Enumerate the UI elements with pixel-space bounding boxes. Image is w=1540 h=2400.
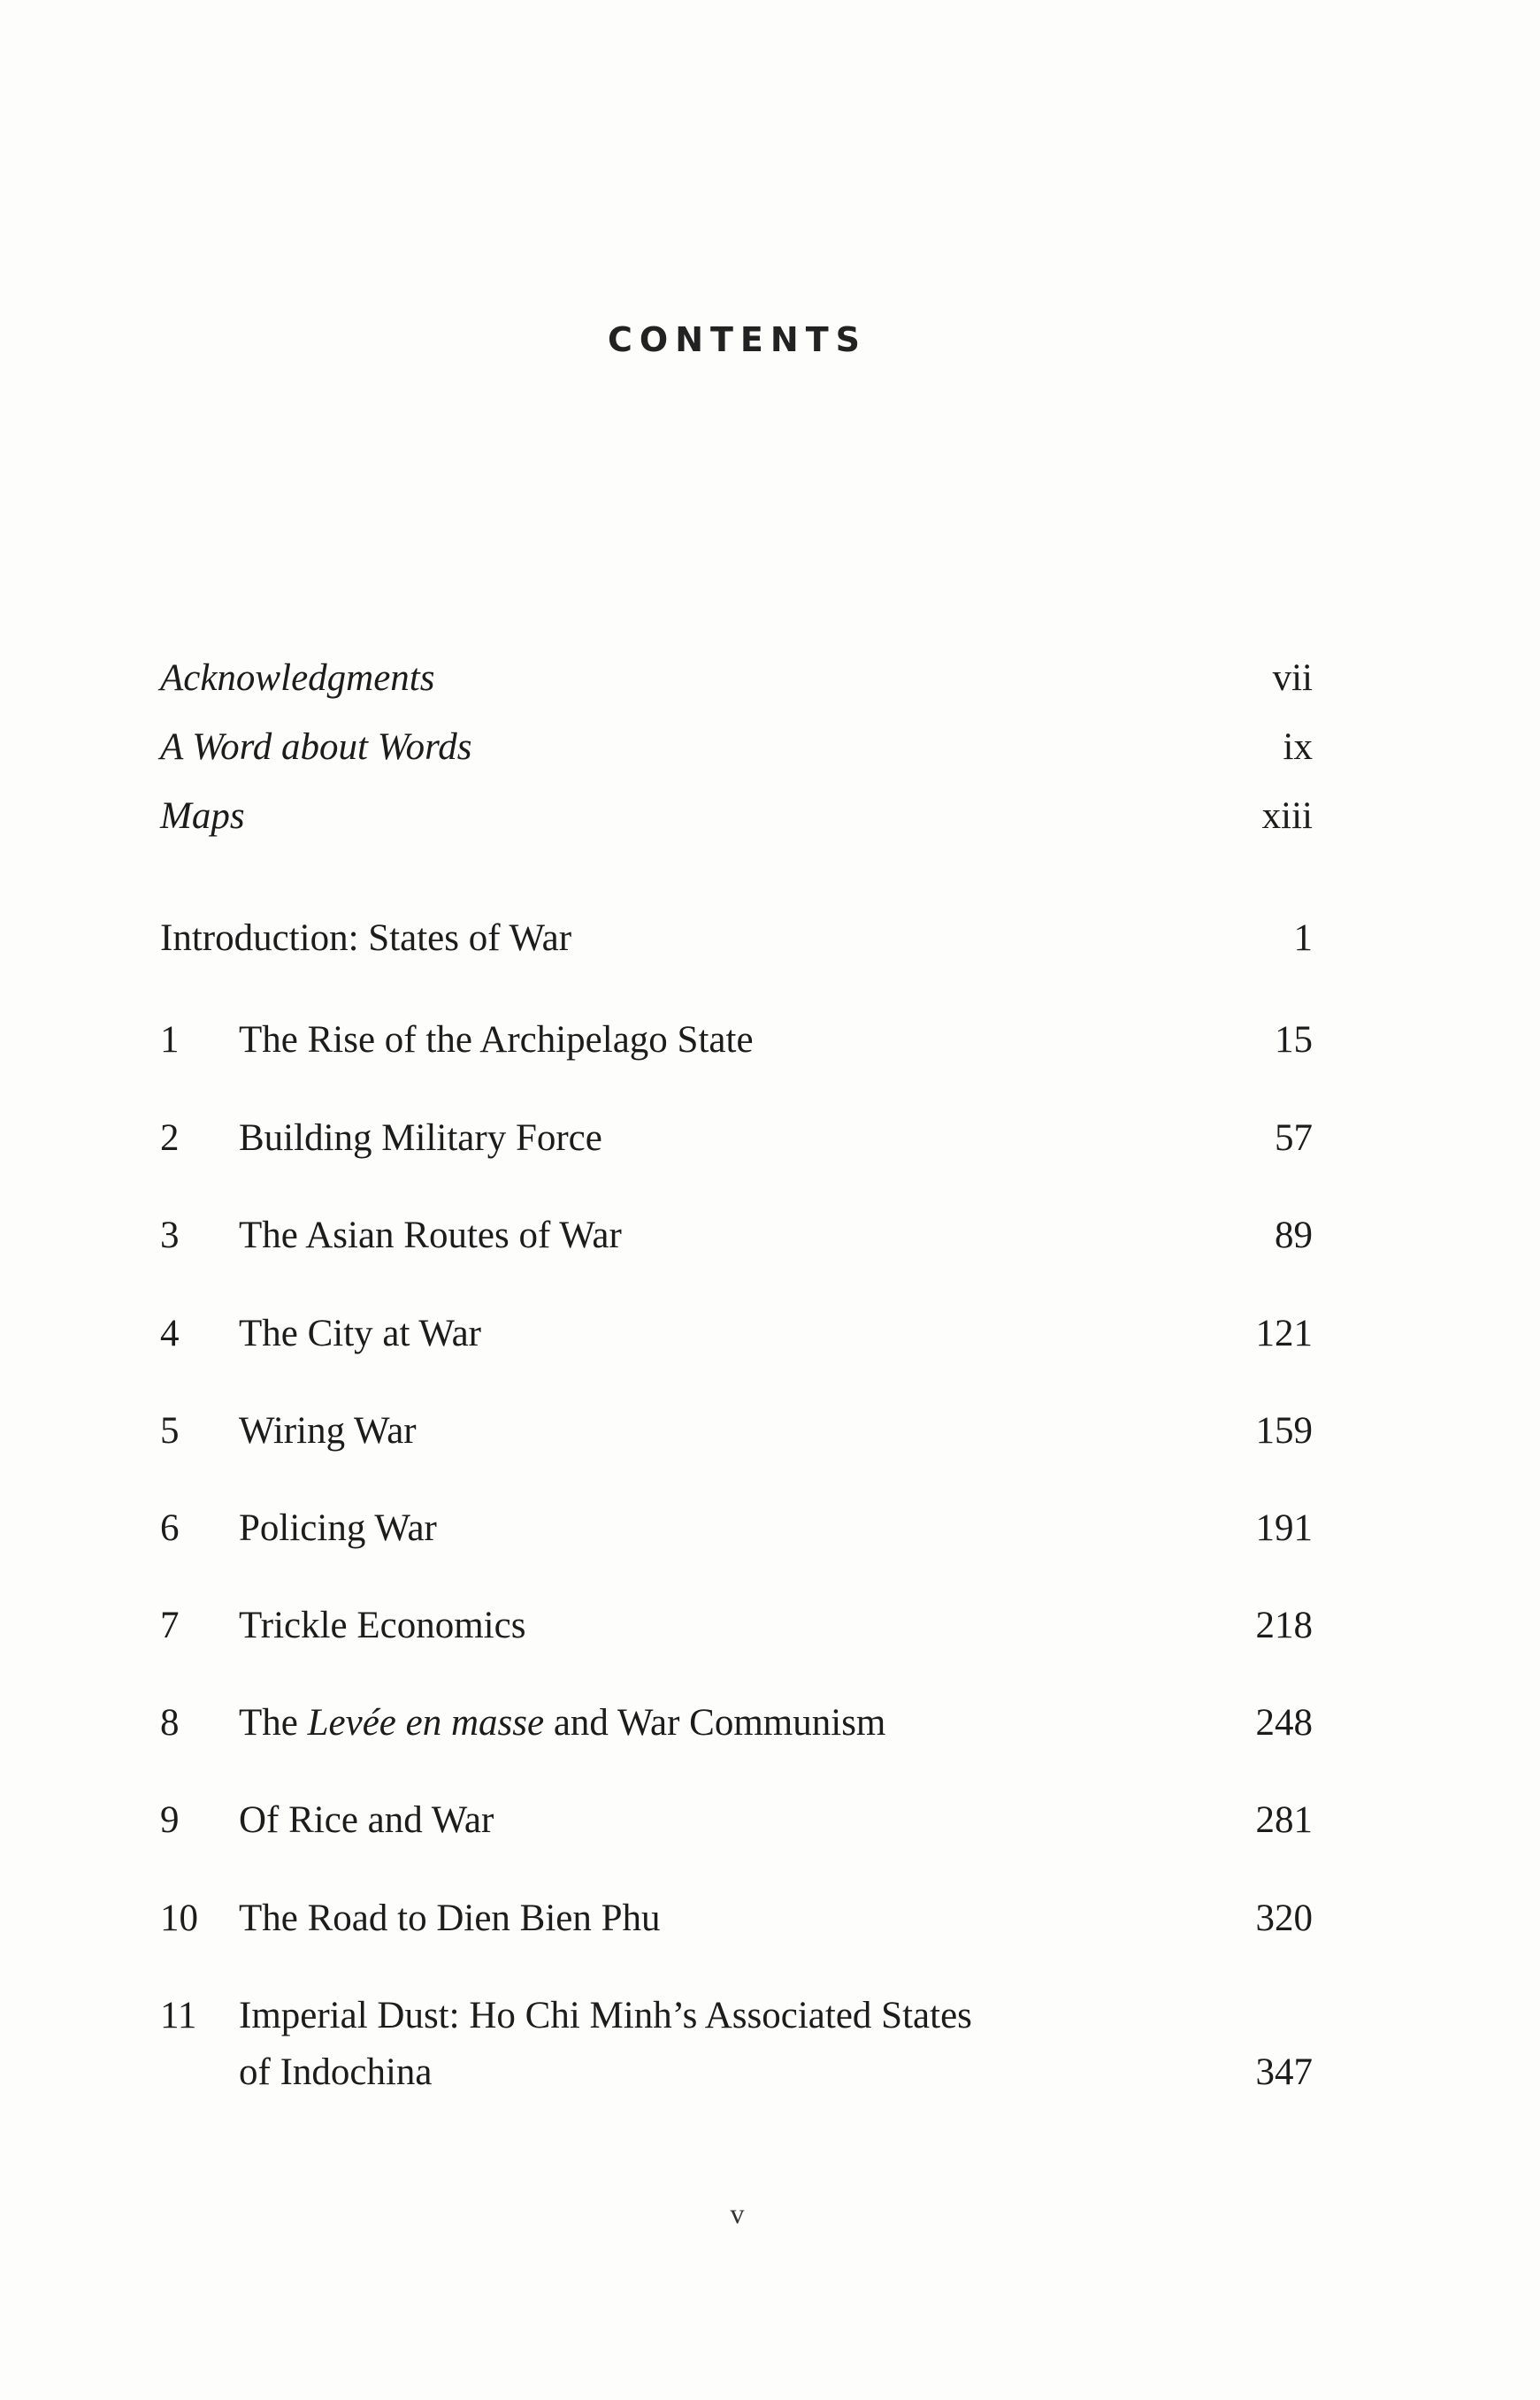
toc-entry-acknowledgments[interactable] <box>160 656 1313 709</box>
chapter-number: 10 <box>160 1898 198 1939</box>
chapter-title: Policing War <box>239 1507 437 1549</box>
chapter-title-line-2: of Indochina <box>239 2051 433 2093</box>
chapter-page: 281 <box>1255 1799 1313 1841</box>
chapter-number: 6 <box>160 1507 180 1549</box>
chapter-number: 3 <box>160 1215 180 1256</box>
chapter-page: 191 <box>1255 1507 1313 1549</box>
chapter-title-line-1: Imperial Dust: Ho Chi Minh’s Associated States <box>239 1995 972 2036</box>
chapter-title-italic: Levée en masse <box>307 1702 545 1744</box>
toc-entry-page: ix <box>1283 726 1313 768</box>
toc-entry-title: Acknowledgments <box>160 657 435 699</box>
chapter-page: 218 <box>1255 1605 1313 1646</box>
chapter-page: 15 <box>1275 1019 1313 1061</box>
chapter-number: 4 <box>160 1313 180 1354</box>
chapter-title: Of Rice and War <box>239 1799 494 1841</box>
toc-entry-title: Introduction: States of War <box>160 917 572 959</box>
chapter-title: The Rise of the Archipelago State <box>239 1019 754 1061</box>
chapter-number: 5 <box>160 1410 180 1452</box>
toc-entry-title: A Word about Words <box>160 726 472 768</box>
chapter-title-pre: The <box>239 1702 308 1744</box>
chapter-title: Building Military Force <box>239 1117 602 1159</box>
toc-entry-title: Maps <box>160 795 245 837</box>
chapter-title: The City at War <box>239 1313 481 1354</box>
chapter-number: 9 <box>160 1799 180 1841</box>
chapter-page: 320 <box>1255 1898 1313 1939</box>
chapter-title: Wiring War <box>239 1410 417 1452</box>
toc-entry-word-about-words[interactable] <box>160 725 1313 778</box>
chapter-title-post: and War Communism <box>544 1702 886 1744</box>
chapter-number: 2 <box>160 1117 180 1159</box>
chapter-title: Trickle Economics <box>239 1605 526 1646</box>
chapter-page: 121 <box>1255 1313 1313 1354</box>
page-title: CONTENTS <box>608 320 867 359</box>
chapter-number: 1 <box>160 1019 180 1061</box>
chapter-number: 11 <box>160 1995 197 2036</box>
chapter-page: 89 <box>1275 1215 1313 1256</box>
toc-entry-maps[interactable] <box>160 794 1313 847</box>
chapter-page: 159 <box>1255 1410 1313 1452</box>
chapter-title: The Road to Dien Bien Phu <box>239 1898 661 1939</box>
chapter-title <box>239 1988 1123 2101</box>
page-number: v <box>730 2197 745 2229</box>
chapter-page: 57 <box>1275 1117 1313 1159</box>
toc-entry-page: 1 <box>1293 917 1313 959</box>
toc-entry-page: vii <box>1272 657 1313 699</box>
toc-entry-chapter-11[interactable] <box>160 1988 1313 2103</box>
toc-entry-page: xiii <box>1261 795 1313 837</box>
chapter-number: 8 <box>160 1702 180 1744</box>
chapter-number: 7 <box>160 1605 180 1646</box>
chapter-title <box>239 1695 1123 1752</box>
chapter-title: The Asian Routes of War <box>239 1215 622 1256</box>
chapter-page: 347 <box>1255 2051 1313 2093</box>
toc-entry-introduction[interactable] <box>160 916 1313 960</box>
chapter-page: 248 <box>1255 1702 1313 1744</box>
